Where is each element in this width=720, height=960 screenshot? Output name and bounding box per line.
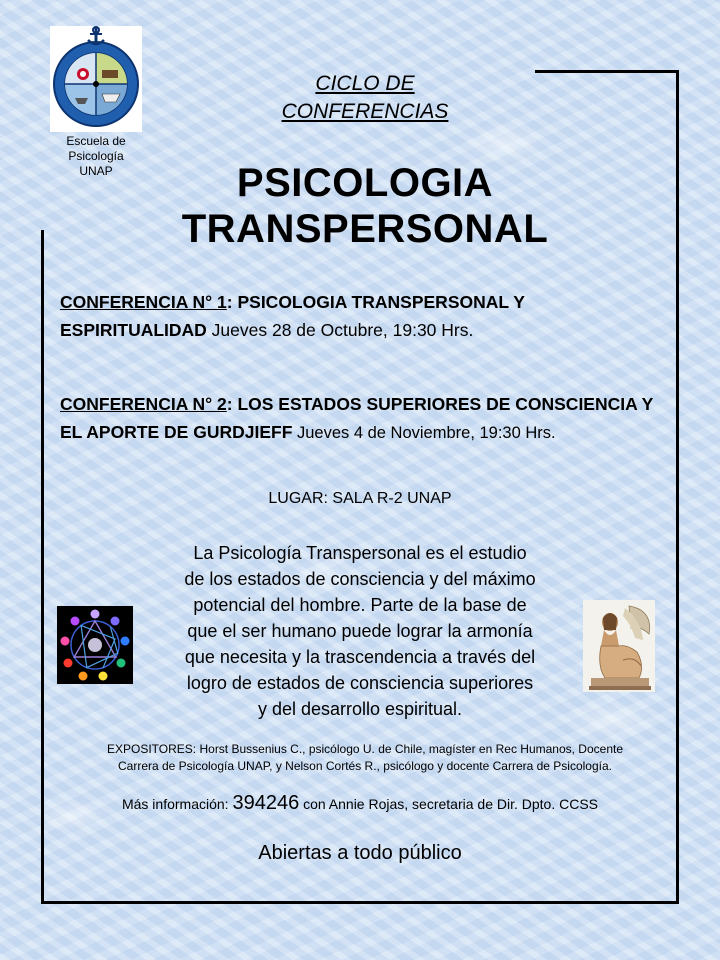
speakers-line: Carrera de Psicología UNAP, y Nelson Cortés R., psicólogo y docente Carrera de Psicología. xyxy=(117,759,612,773)
logo-caption-line: Escuela de xyxy=(66,134,126,148)
description-line: logro de estados de consciencia superiores xyxy=(186,673,534,693)
conference-2 xyxy=(60,390,660,447)
conference-label: CONFERENCIA N° 1 xyxy=(60,292,227,312)
contact-suffix: con Annie Rojas, secretaria de Dir. Dpto. CCSS xyxy=(299,796,599,812)
conference-label: CONFERENCIA N° 2 xyxy=(60,394,227,414)
frame-line-right xyxy=(676,70,679,904)
contact-phone: 394246 xyxy=(232,792,300,814)
series-heading xyxy=(250,70,480,126)
enneagram-chakra-image xyxy=(57,606,133,684)
contact-prefix: Más información: xyxy=(121,796,233,812)
page-title-line: PSICOLOGIA xyxy=(236,161,494,205)
audience-text: Abiertas a todo público xyxy=(258,842,462,864)
page-title xyxy=(100,160,630,252)
conference-title: : LOS ESTADOS SUPERIORES DE CONSCIENCIA Y EL APORTE DE GURDJIEFF xyxy=(60,394,654,442)
description-line: que necesita y la trascendencia a través del xyxy=(184,647,536,667)
description-paragraph xyxy=(150,540,570,722)
description-line: potencial del hombre. Parte de la base de xyxy=(193,595,527,615)
frame-line-top xyxy=(535,70,679,73)
logo-caption-line: UNAP xyxy=(79,164,113,178)
conference-title: : PSICOLOGIA TRANSPERSONAL Y ESPIRITUALIDAD xyxy=(60,292,525,340)
frame-line-bottom xyxy=(41,901,679,904)
series-heading-line: CICLO DE xyxy=(315,72,415,95)
description-line: La Psicología Transpersonal es el estudio xyxy=(193,543,527,563)
sphinx-statue-image xyxy=(583,600,655,692)
venue-text: LUGAR: SALA R-2 UNAP xyxy=(268,490,452,507)
conference-date: Jueves 28 de Octubre, 19:30 Hrs. xyxy=(206,320,474,340)
conference-date: Jueves 4 de Noviembre, 19:30 Hrs. xyxy=(292,424,556,442)
series-heading-line: CONFERENCIAS xyxy=(281,100,449,123)
conference-1 xyxy=(60,288,660,344)
description-line: de los estados de consciencia y del máximo xyxy=(184,569,536,589)
description-line: que el ser humano puede lograr la armonía xyxy=(187,621,533,641)
contact-info xyxy=(0,792,720,815)
logo-caption-line: Psicología xyxy=(68,149,124,163)
unap-logo xyxy=(50,26,142,132)
speakers-line: EXPOSITORES: Horst Bussenius C., psicólogo U. de Chile, magíster en Rec Humanos, Docente xyxy=(107,742,623,756)
page-title-line: TRANSPERSONAL xyxy=(181,207,549,251)
speakers-text xyxy=(60,741,670,775)
description-line: y del desarrollo espiritual. xyxy=(257,699,463,719)
